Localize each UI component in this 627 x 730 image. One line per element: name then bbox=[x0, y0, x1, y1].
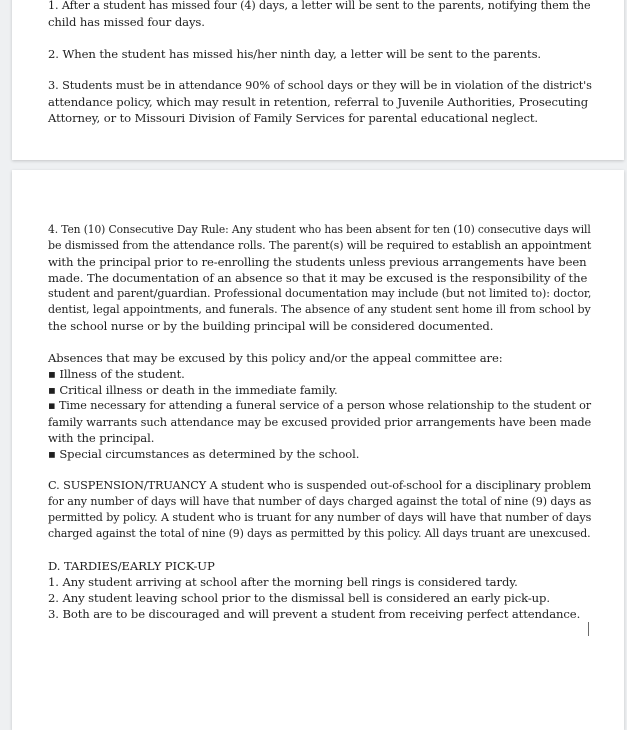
text-line: permitted by policy. A student who is truant for any number of days will have that number of days bbox=[48, 511, 592, 524]
text-line: C. SUSPENSION/TRUANCY A student who is suspended out-of-school for a disciplinary problem bbox=[48, 479, 592, 492]
text-line: the school nurse or by the building principal will be considered documented. bbox=[48, 319, 494, 333]
text-line: with the principal prior to re-enrolling the students unless previous arrangements have been bbox=[48, 255, 587, 269]
paragraph-item-4 bbox=[48, 222, 594, 334]
text-cursor bbox=[588, 622, 589, 636]
list-item: ▪ Illness of the student. bbox=[48, 367, 185, 381]
paragraph-suspension-truancy bbox=[48, 478, 594, 542]
text-line: child has missed four days. bbox=[48, 15, 205, 29]
text-line: 4. Ten (10) Consecutive Day Rule: Any student who has been absent for ten (10) consecutive days will bbox=[48, 223, 591, 236]
text-line: dentist, legal appointments, and funerals. The absence of any student sent home ill from school by bbox=[48, 303, 591, 316]
text-line: 1. Any student arriving at school after the morning bell rings is considered tardy. bbox=[48, 575, 518, 589]
text-line: 3. Students must be in attendance 90% of school days or they will be in violation of the district's bbox=[48, 79, 592, 92]
list-item: ▪ Special circumstances as determined by the school. bbox=[48, 447, 360, 461]
text-line: be dismissed from the attendance rolls. The parent(s) will be required to establish an appointment bbox=[48, 239, 592, 252]
paragraph-excused-absences bbox=[48, 350, 594, 462]
text-line: charged against the total of nine (9) days as permitted by this policy. All days truant are unexcused. bbox=[48, 527, 591, 540]
list-item: ▪ Critical illness or death in the immediate family. bbox=[48, 383, 338, 397]
text-line: 2. Any student leaving school prior to the dismissal bell is considered an early pick-up. bbox=[48, 591, 550, 605]
text-line: 2. When the student has missed his/her ninth day, a letter will be sent to the parents. bbox=[48, 47, 542, 61]
text-line: student and parent/guardian. Professional documentation may include (but not limited to): doctor, bbox=[48, 287, 592, 300]
text-line: family warrants such attendance may be excused provided prior arrangements have been made bbox=[48, 415, 592, 429]
text-line: with the principal. bbox=[48, 431, 155, 445]
section-heading: D. TARDIES/EARLY PICK-UP bbox=[48, 559, 215, 573]
text-line: 3. Both are to be discouraged and will prevent a student from receiving perfect attendance. bbox=[48, 607, 581, 621]
text-line: Absences that may be excused by this policy and/or the appeal committee are: bbox=[48, 351, 503, 365]
text-line: attendance policy, which may result in retention, referral to Juvenile Authorities, Prosecuting bbox=[48, 95, 589, 109]
text-line: Attorney, or to Missouri Division of Family Services for parental educational neglect. bbox=[48, 111, 539, 125]
list-item: ▪ Time necessary for attending a funeral service of a person whose relationship to the student or bbox=[48, 399, 592, 412]
document-page-1 bbox=[12, 0, 624, 160]
text-line: made. The documentation of an absence so that it may be excused is the responsibility of the bbox=[48, 271, 588, 285]
text-line: for any number of days will have that number of days charged against the total of nine (9) days as bbox=[48, 495, 592, 508]
paragraph-item-1 bbox=[48, 0, 594, 30]
paragraph-item-2 bbox=[48, 46, 594, 62]
paragraph-item-3 bbox=[48, 78, 594, 126]
paragraph-tardies bbox=[48, 558, 594, 622]
document-page-2 bbox=[12, 170, 624, 730]
text-line: 1. After a student has missed four (4) days, a letter will be sent to the parents, notifying them the bbox=[48, 0, 591, 12]
